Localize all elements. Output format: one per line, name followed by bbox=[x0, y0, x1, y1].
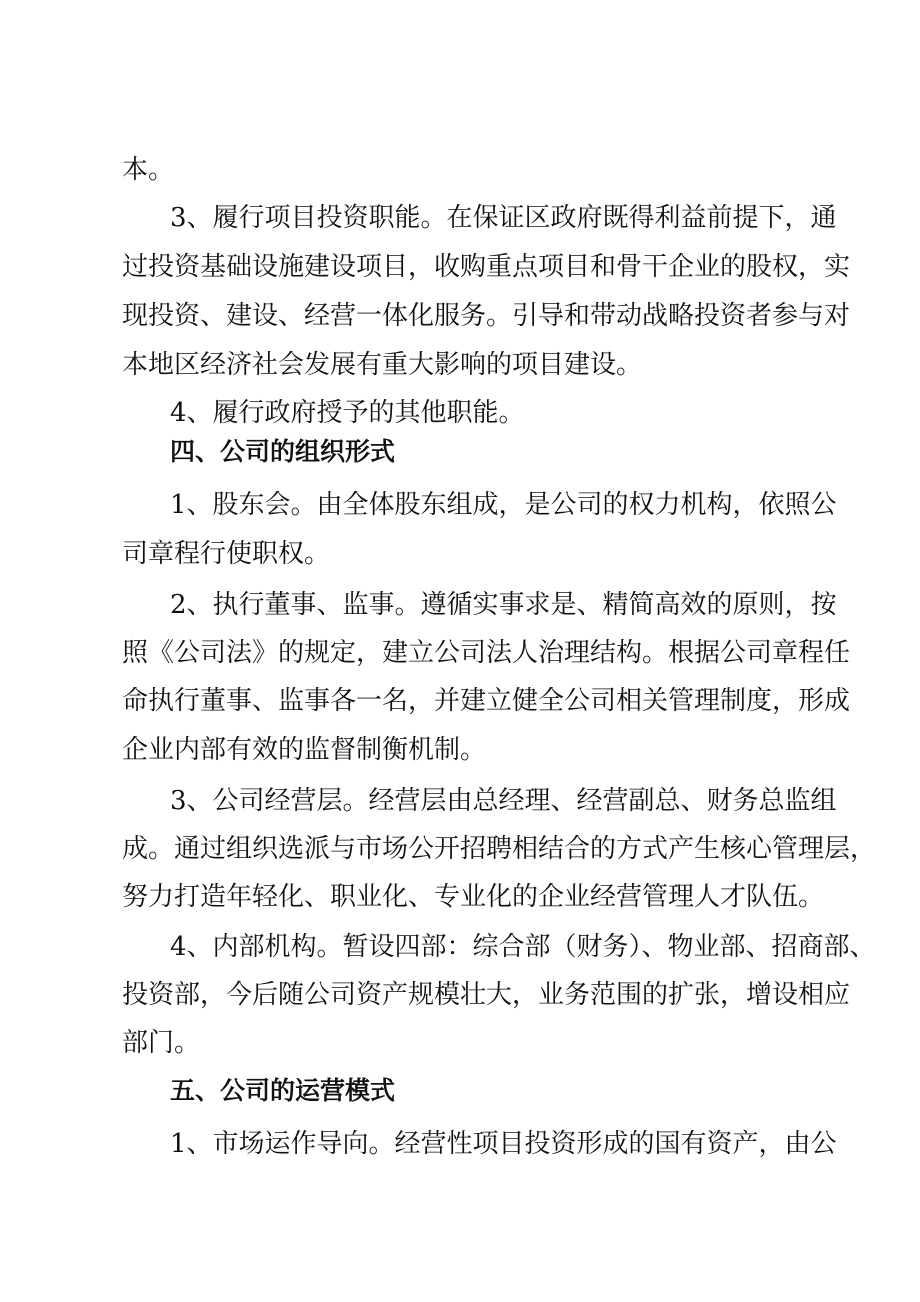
paragraph-line: 1、市场运作导向。经营性项目投资形成的国有资产，由公 bbox=[170, 1129, 837, 1159]
paragraph-line: 企业内部有效的监督制衡机制。 bbox=[122, 735, 487, 765]
paragraph-line: 过投资基础设施建设项目，收购重点项目和骨干企业的股权，实 bbox=[122, 252, 851, 282]
paragraph-line: 4、内部机构。暂设四部：综合部（财务）、物业部、招商部、 bbox=[170, 932, 876, 962]
paragraph-line: 本地区经济社会发展有重大影响的项目建设。 bbox=[122, 350, 643, 380]
paragraph-line: 成。通过组织选派与市场公开招聘相结合的方式产生核心管理层， bbox=[122, 834, 877, 864]
paragraph-line: 1、股东会。由全体股东组成，是公司的权力机构，依照公 bbox=[170, 490, 837, 520]
paragraph-line: 3、公司经营层。经营层由总经理、经营副总、财务总监组 bbox=[170, 786, 837, 816]
paragraph-line: 本。 bbox=[122, 155, 175, 185]
paragraph-line: 命执行董事、监事各一名，并建立健全公司相关管理制度，形成 bbox=[122, 686, 851, 716]
paragraph-line: 司章程行使职权。 bbox=[122, 539, 331, 569]
paragraph-line: 努力打造年轻化、职业化、专业化的企业经营管理人才队伍。 bbox=[122, 882, 825, 912]
paragraph-line: 2、执行董事、监事。遵循实事求是、精简高效的原则，按 bbox=[170, 590, 837, 620]
section-heading: 四、公司的组织形式 bbox=[170, 437, 396, 466]
paragraph-line: 现投资、建设、经营一体化服务。引导和带动战略投资者参与对 bbox=[122, 301, 851, 331]
paragraph-line: 4、履行政府授予的其他职能。 bbox=[170, 398, 525, 428]
paragraph-line: 3、履行项目投资职能。在保证区政府既得利益前提下，通 bbox=[170, 203, 837, 233]
paragraph-line: 部门。 bbox=[122, 1028, 201, 1058]
paragraph-line: 投资部，今后随公司资产规模壮大，业务范围的扩张，增设相应 bbox=[122, 980, 851, 1010]
paragraph-line: 照《公司法》的规定，建立公司法人治理结构。根据公司章程任 bbox=[122, 638, 851, 668]
section-heading: 五、公司的运营模式 bbox=[170, 1076, 396, 1105]
